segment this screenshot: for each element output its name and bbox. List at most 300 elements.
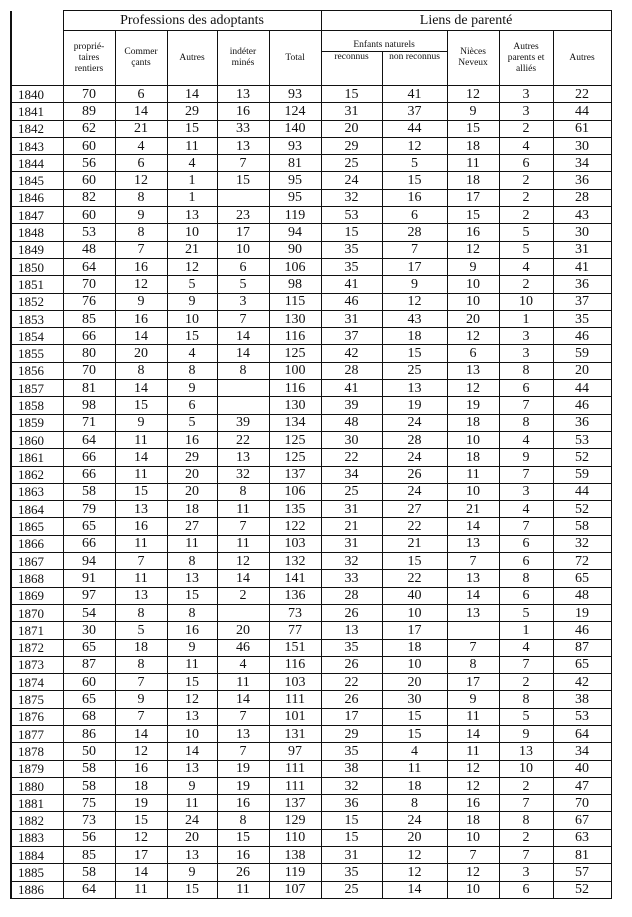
cell-total: 106 [269, 258, 321, 275]
cell-autres-parents: 4 [499, 501, 553, 518]
cell-proprietaires: 64 [63, 881, 115, 898]
cell-autres-professions: 10 [167, 725, 217, 742]
cell-nieces-neveux: 13 [447, 570, 499, 587]
cell-non-reconnus: 18 [382, 777, 447, 794]
cell-commercants: 6 [115, 155, 167, 172]
cell-autres-parents: 4 [499, 639, 553, 656]
cell-indetermines: 11 [217, 535, 269, 552]
cell-autres-parents: 7 [499, 518, 553, 535]
cell-autres-professions: 20 [167, 483, 217, 500]
cell-indetermines: 8 [217, 362, 269, 379]
table-row [11, 691, 611, 708]
cell-autres-parents: 6 [499, 553, 553, 570]
cell-autres-professions: 24 [167, 812, 217, 829]
cell-non-reconnus: 10 [382, 656, 447, 673]
cell-year: 1876 [11, 708, 63, 725]
cell-proprietaires: 70 [63, 362, 115, 379]
cell-proprietaires: 94 [63, 553, 115, 570]
cell-year: 1877 [11, 725, 63, 742]
cell-commercants: 8 [115, 656, 167, 673]
cell-autres-parents: 2 [499, 120, 553, 137]
cell-nieces-neveux: 11 [447, 743, 499, 760]
cell-non-reconnus: 18 [382, 328, 447, 345]
cell-indetermines: 46 [217, 639, 269, 656]
cell-autres-professions: 15 [167, 587, 217, 604]
cell-autres-professions: 8 [167, 362, 217, 379]
cell-autres-professions: 9 [167, 864, 217, 881]
cell-nieces-neveux: 9 [447, 691, 499, 708]
cell-proprietaires: 58 [63, 483, 115, 500]
col-reconnus: reconnus [321, 52, 382, 86]
cell-autres-liens: 31 [553, 241, 611, 258]
cell-autres-parents: 7 [499, 397, 553, 414]
table-row [11, 449, 611, 466]
cell-proprietaires: 89 [63, 103, 115, 120]
cell-autres-liens: 57 [553, 864, 611, 881]
table-row [11, 483, 611, 500]
cell-reconnus: 31 [321, 847, 382, 864]
table-body [11, 86, 611, 899]
cell-autres-liens: 30 [553, 224, 611, 241]
cell-commercants: 14 [115, 380, 167, 397]
cell-total: 140 [269, 120, 321, 137]
cell-autres-liens: 48 [553, 587, 611, 604]
table-row [11, 466, 611, 483]
table-row [11, 241, 611, 258]
cell-year: 1850 [11, 258, 63, 275]
cell-autres-professions: 14 [167, 86, 217, 103]
cell-nieces-neveux: 12 [447, 328, 499, 345]
cell-non-reconnus: 24 [382, 483, 447, 500]
col-autres-liens: Autres [553, 31, 611, 86]
cell-autres-liens: 46 [553, 328, 611, 345]
cell-indetermines: 16 [217, 847, 269, 864]
cell-commercants: 7 [115, 674, 167, 691]
cell-autres-parents: 5 [499, 224, 553, 241]
cell-commercants: 11 [115, 466, 167, 483]
cell-total: 111 [269, 777, 321, 794]
cell-non-reconnus: 16 [382, 189, 447, 206]
cell-nieces-neveux: 9 [447, 258, 499, 275]
table-row [11, 639, 611, 656]
cell-autres-professions: 5 [167, 414, 217, 431]
cell-autres-parents: 9 [499, 449, 553, 466]
cell-autres-professions: 13 [167, 570, 217, 587]
cell-autres-liens: 87 [553, 639, 611, 656]
cell-reconnus: 26 [321, 604, 382, 621]
cell-autres-liens: 59 [553, 345, 611, 362]
cell-reconnus: 25 [321, 155, 382, 172]
cell-non-reconnus: 27 [382, 501, 447, 518]
cell-commercants: 12 [115, 829, 167, 846]
cell-reconnus: 20 [321, 120, 382, 137]
cell-reconnus: 15 [321, 224, 382, 241]
table-row [11, 258, 611, 275]
cell-autres-professions: 11 [167, 535, 217, 552]
cell-commercants: 8 [115, 224, 167, 241]
cell-autres-liens: 38 [553, 691, 611, 708]
cell-autres-parents: 2 [499, 207, 553, 224]
cell-proprietaires: 85 [63, 310, 115, 327]
cell-non-reconnus: 20 [382, 829, 447, 846]
cell-commercants: 16 [115, 310, 167, 327]
cell-indetermines: 8 [217, 812, 269, 829]
cell-indetermines: 17 [217, 224, 269, 241]
cell-year: 1865 [11, 518, 63, 535]
cell-nieces-neveux: 12 [447, 86, 499, 103]
cell-proprietaires: 66 [63, 449, 115, 466]
cell-total: 94 [269, 224, 321, 241]
cell-autres-liens: 65 [553, 570, 611, 587]
table-row [11, 864, 611, 881]
cell-non-reconnus: 10 [382, 604, 447, 621]
cell-indetermines [217, 604, 269, 621]
cell-reconnus: 22 [321, 449, 382, 466]
cell-autres-parents: 7 [499, 466, 553, 483]
cell-autres-liens: 36 [553, 414, 611, 431]
cell-proprietaires: 86 [63, 725, 115, 742]
cell-reconnus: 25 [321, 483, 382, 500]
cell-total: 141 [269, 570, 321, 587]
cell-reconnus: 41 [321, 276, 382, 293]
cell-year: 1852 [11, 293, 63, 310]
cell-non-reconnus: 14 [382, 881, 447, 898]
col-autres-professions: Autres [167, 31, 217, 86]
cell-autres-liens: 67 [553, 812, 611, 829]
cell-commercants: 7 [115, 708, 167, 725]
cell-total: 134 [269, 414, 321, 431]
cell-commercants: 17 [115, 847, 167, 864]
table-row [11, 501, 611, 518]
cell-proprietaires: 54 [63, 604, 115, 621]
cell-proprietaires: 64 [63, 258, 115, 275]
cell-non-reconnus: 18 [382, 639, 447, 656]
cell-indetermines: 14 [217, 328, 269, 345]
cell-proprietaires: 60 [63, 172, 115, 189]
cell-autres-professions: 15 [167, 328, 217, 345]
cell-nieces-neveux: 18 [447, 449, 499, 466]
cell-year: 1864 [11, 501, 63, 518]
table-row [11, 310, 611, 327]
cell-year: 1840 [11, 86, 63, 103]
cell-proprietaires: 65 [63, 518, 115, 535]
cell-non-reconnus: 15 [382, 725, 447, 742]
col-commercants: Commer çants [115, 31, 167, 86]
col-indetermines: indéter minés [217, 31, 269, 86]
table-row [11, 155, 611, 172]
cell-autres-liens: 34 [553, 743, 611, 760]
cell-proprietaires: 75 [63, 795, 115, 812]
cell-non-reconnus: 43 [382, 310, 447, 327]
cell-total: 125 [269, 431, 321, 448]
cell-nieces-neveux: 17 [447, 674, 499, 691]
cell-reconnus: 34 [321, 466, 382, 483]
cell-nieces-neveux: 9 [447, 103, 499, 120]
cell-autres-liens: 52 [553, 449, 611, 466]
cell-year: 1874 [11, 674, 63, 691]
cell-indetermines: 15 [217, 829, 269, 846]
cell-total: 77 [269, 622, 321, 639]
cell-nieces-neveux: 10 [447, 293, 499, 310]
cell-reconnus: 35 [321, 864, 382, 881]
cell-indetermines [217, 189, 269, 206]
cell-autres-parents: 4 [499, 258, 553, 275]
cell-autres-professions: 9 [167, 639, 217, 656]
cell-autres-liens: 36 [553, 172, 611, 189]
cell-total: 130 [269, 397, 321, 414]
cell-reconnus: 32 [321, 189, 382, 206]
cell-reconnus: 13 [321, 622, 382, 639]
cell-nieces-neveux: 13 [447, 535, 499, 552]
cell-commercants: 5 [115, 622, 167, 639]
cell-total: 124 [269, 103, 321, 120]
cell-reconnus: 28 [321, 587, 382, 604]
cell-nieces-neveux: 21 [447, 501, 499, 518]
cell-reconnus: 30 [321, 431, 382, 448]
cell-indetermines: 7 [217, 743, 269, 760]
cell-autres-parents: 3 [499, 864, 553, 881]
cell-autres-parents: 6 [499, 587, 553, 604]
cell-autres-liens: 44 [553, 483, 611, 500]
cell-proprietaires: 64 [63, 431, 115, 448]
cell-autres-parents: 2 [499, 189, 553, 206]
cell-indetermines: 20 [217, 622, 269, 639]
cell-non-reconnus: 26 [382, 466, 447, 483]
cell-proprietaires: 62 [63, 120, 115, 137]
cell-indetermines: 8 [217, 483, 269, 500]
cell-autres-parents: 6 [499, 535, 553, 552]
cell-total: 100 [269, 362, 321, 379]
cell-autres-liens: 72 [553, 553, 611, 570]
cell-autres-professions: 13 [167, 207, 217, 224]
cell-nieces-neveux: 12 [447, 760, 499, 777]
cell-autres-professions: 4 [167, 345, 217, 362]
table-row [11, 587, 611, 604]
cell-autres-parents: 8 [499, 362, 553, 379]
cell-proprietaires: 30 [63, 622, 115, 639]
cell-commercants: 7 [115, 553, 167, 570]
cell-commercants: 11 [115, 570, 167, 587]
cell-autres-parents: 5 [499, 604, 553, 621]
cell-autres-liens: 41 [553, 258, 611, 275]
cell-indetermines: 4 [217, 656, 269, 673]
cell-autres-professions: 29 [167, 103, 217, 120]
cell-year: 1853 [11, 310, 63, 327]
cell-year: 1861 [11, 449, 63, 466]
cell-total: 131 [269, 725, 321, 742]
table-row [11, 760, 611, 777]
cell-autres-professions: 14 [167, 743, 217, 760]
cell-nieces-neveux: 10 [447, 431, 499, 448]
cell-total: 151 [269, 639, 321, 656]
cell-nieces-neveux: 7 [447, 639, 499, 656]
col-total: Total [269, 31, 321, 86]
cell-reconnus: 17 [321, 708, 382, 725]
cell-indetermines: 14 [217, 570, 269, 587]
cell-autres-professions: 15 [167, 674, 217, 691]
cell-proprietaires: 53 [63, 224, 115, 241]
cell-autres-parents: 10 [499, 293, 553, 310]
cell-year: 1854 [11, 328, 63, 345]
cell-commercants: 15 [115, 483, 167, 500]
cell-proprietaires: 58 [63, 864, 115, 881]
cell-commercants: 9 [115, 691, 167, 708]
cell-reconnus: 15 [321, 812, 382, 829]
cell-year: 1851 [11, 276, 63, 293]
cell-nieces-neveux: 18 [447, 172, 499, 189]
cell-autres-professions: 29 [167, 449, 217, 466]
cell-autres-parents: 9 [499, 725, 553, 742]
cell-nieces-neveux: 10 [447, 829, 499, 846]
cell-nieces-neveux: 18 [447, 137, 499, 154]
cell-indetermines: 11 [217, 674, 269, 691]
cell-indetermines: 12 [217, 553, 269, 570]
cell-year: 1849 [11, 241, 63, 258]
cell-year: 1880 [11, 777, 63, 794]
cell-autres-liens: 28 [553, 189, 611, 206]
cell-total: 135 [269, 501, 321, 518]
cell-indetermines: 13 [217, 725, 269, 742]
cell-autres-parents: 6 [499, 380, 553, 397]
cell-indetermines: 13 [217, 449, 269, 466]
cell-reconnus: 38 [321, 760, 382, 777]
cell-indetermines: 5 [217, 276, 269, 293]
cell-commercants: 18 [115, 639, 167, 656]
cell-proprietaires: 66 [63, 328, 115, 345]
cell-autres-professions: 8 [167, 553, 217, 570]
cell-total: 103 [269, 535, 321, 552]
cell-non-reconnus: 24 [382, 414, 447, 431]
cell-commercants: 16 [115, 258, 167, 275]
cell-total: 106 [269, 483, 321, 500]
cell-autres-parents: 8 [499, 691, 553, 708]
table-row [11, 570, 611, 587]
cell-nieces-neveux: 16 [447, 795, 499, 812]
cell-reconnus: 26 [321, 691, 382, 708]
table-row [11, 224, 611, 241]
table-row [11, 553, 611, 570]
table-row [11, 743, 611, 760]
cell-non-reconnus: 21 [382, 535, 447, 552]
cell-non-reconnus: 12 [382, 847, 447, 864]
cell-year: 1884 [11, 847, 63, 864]
cell-autres-liens: 52 [553, 881, 611, 898]
cell-proprietaires: 58 [63, 760, 115, 777]
table-row [11, 777, 611, 794]
cell-non-reconnus: 15 [382, 345, 447, 362]
cell-non-reconnus: 6 [382, 207, 447, 224]
cell-total: 119 [269, 207, 321, 224]
cell-nieces-neveux: 10 [447, 483, 499, 500]
cell-commercants: 20 [115, 345, 167, 362]
cell-autres-professions: 16 [167, 622, 217, 639]
cell-indetermines [217, 397, 269, 414]
cell-total: 107 [269, 881, 321, 898]
cell-autres-liens: 65 [553, 656, 611, 673]
cell-proprietaires: 97 [63, 587, 115, 604]
cell-reconnus: 39 [321, 397, 382, 414]
cell-autres-parents: 13 [499, 743, 553, 760]
cell-nieces-neveux: 11 [447, 155, 499, 172]
table-row [11, 656, 611, 673]
cell-total: 98 [269, 276, 321, 293]
cell-year: 1868 [11, 570, 63, 587]
cell-total: 119 [269, 864, 321, 881]
cell-autres-liens: 46 [553, 397, 611, 414]
cell-autres-liens: 63 [553, 829, 611, 846]
cell-reconnus: 31 [321, 310, 382, 327]
table-row [11, 293, 611, 310]
cell-autres-parents: 7 [499, 847, 553, 864]
cell-non-reconnus: 22 [382, 570, 447, 587]
cell-year: 1841 [11, 103, 63, 120]
table-row [11, 328, 611, 345]
cell-autres-parents: 10 [499, 760, 553, 777]
cell-nieces-neveux: 12 [447, 777, 499, 794]
cell-autres-parents: 8 [499, 812, 553, 829]
table-row [11, 604, 611, 621]
cell-year: 1885 [11, 864, 63, 881]
cell-autres-professions: 20 [167, 466, 217, 483]
cell-autres-professions: 11 [167, 137, 217, 154]
cell-commercants: 13 [115, 501, 167, 518]
cell-reconnus: 15 [321, 829, 382, 846]
cell-commercants: 11 [115, 881, 167, 898]
table-row [11, 535, 611, 552]
cell-autres-liens: 64 [553, 725, 611, 742]
cell-total: 122 [269, 518, 321, 535]
table-row [11, 622, 611, 639]
cell-autres-professions: 13 [167, 708, 217, 725]
cell-commercants: 13 [115, 587, 167, 604]
cell-autres-parents: 3 [499, 86, 553, 103]
cell-indetermines: 16 [217, 795, 269, 812]
cell-total: 116 [269, 328, 321, 345]
cell-autres-professions: 5 [167, 276, 217, 293]
cell-autres-liens: 70 [553, 795, 611, 812]
cell-proprietaires: 82 [63, 189, 115, 206]
cell-commercants: 15 [115, 397, 167, 414]
cell-autres-liens: 47 [553, 777, 611, 794]
cell-year: 1879 [11, 760, 63, 777]
col-nieces-neveux: Nièces Neveux [447, 31, 499, 86]
cell-proprietaires: 70 [63, 276, 115, 293]
cell-year: 1873 [11, 656, 63, 673]
cell-indetermines: 11 [217, 881, 269, 898]
cell-year: 1846 [11, 189, 63, 206]
cell-autres-professions: 9 [167, 380, 217, 397]
cell-year: 1870 [11, 604, 63, 621]
cell-proprietaires: 66 [63, 466, 115, 483]
cell-autres-parents: 5 [499, 241, 553, 258]
cell-autres-parents: 2 [499, 829, 553, 846]
table-row [11, 86, 611, 103]
cell-proprietaires: 60 [63, 207, 115, 224]
cell-autres-professions: 8 [167, 604, 217, 621]
cell-indetermines: 7 [217, 155, 269, 172]
cell-commercants: 6 [115, 86, 167, 103]
cell-commercants: 14 [115, 449, 167, 466]
cell-reconnus: 37 [321, 328, 382, 345]
cell-total: 73 [269, 604, 321, 621]
cell-autres-professions: 13 [167, 847, 217, 864]
cell-commercants: 14 [115, 864, 167, 881]
cell-year: 1855 [11, 345, 63, 362]
table-row [11, 137, 611, 154]
cell-autres-parents: 3 [499, 328, 553, 345]
cell-commercants: 14 [115, 328, 167, 345]
table-row [11, 881, 611, 898]
